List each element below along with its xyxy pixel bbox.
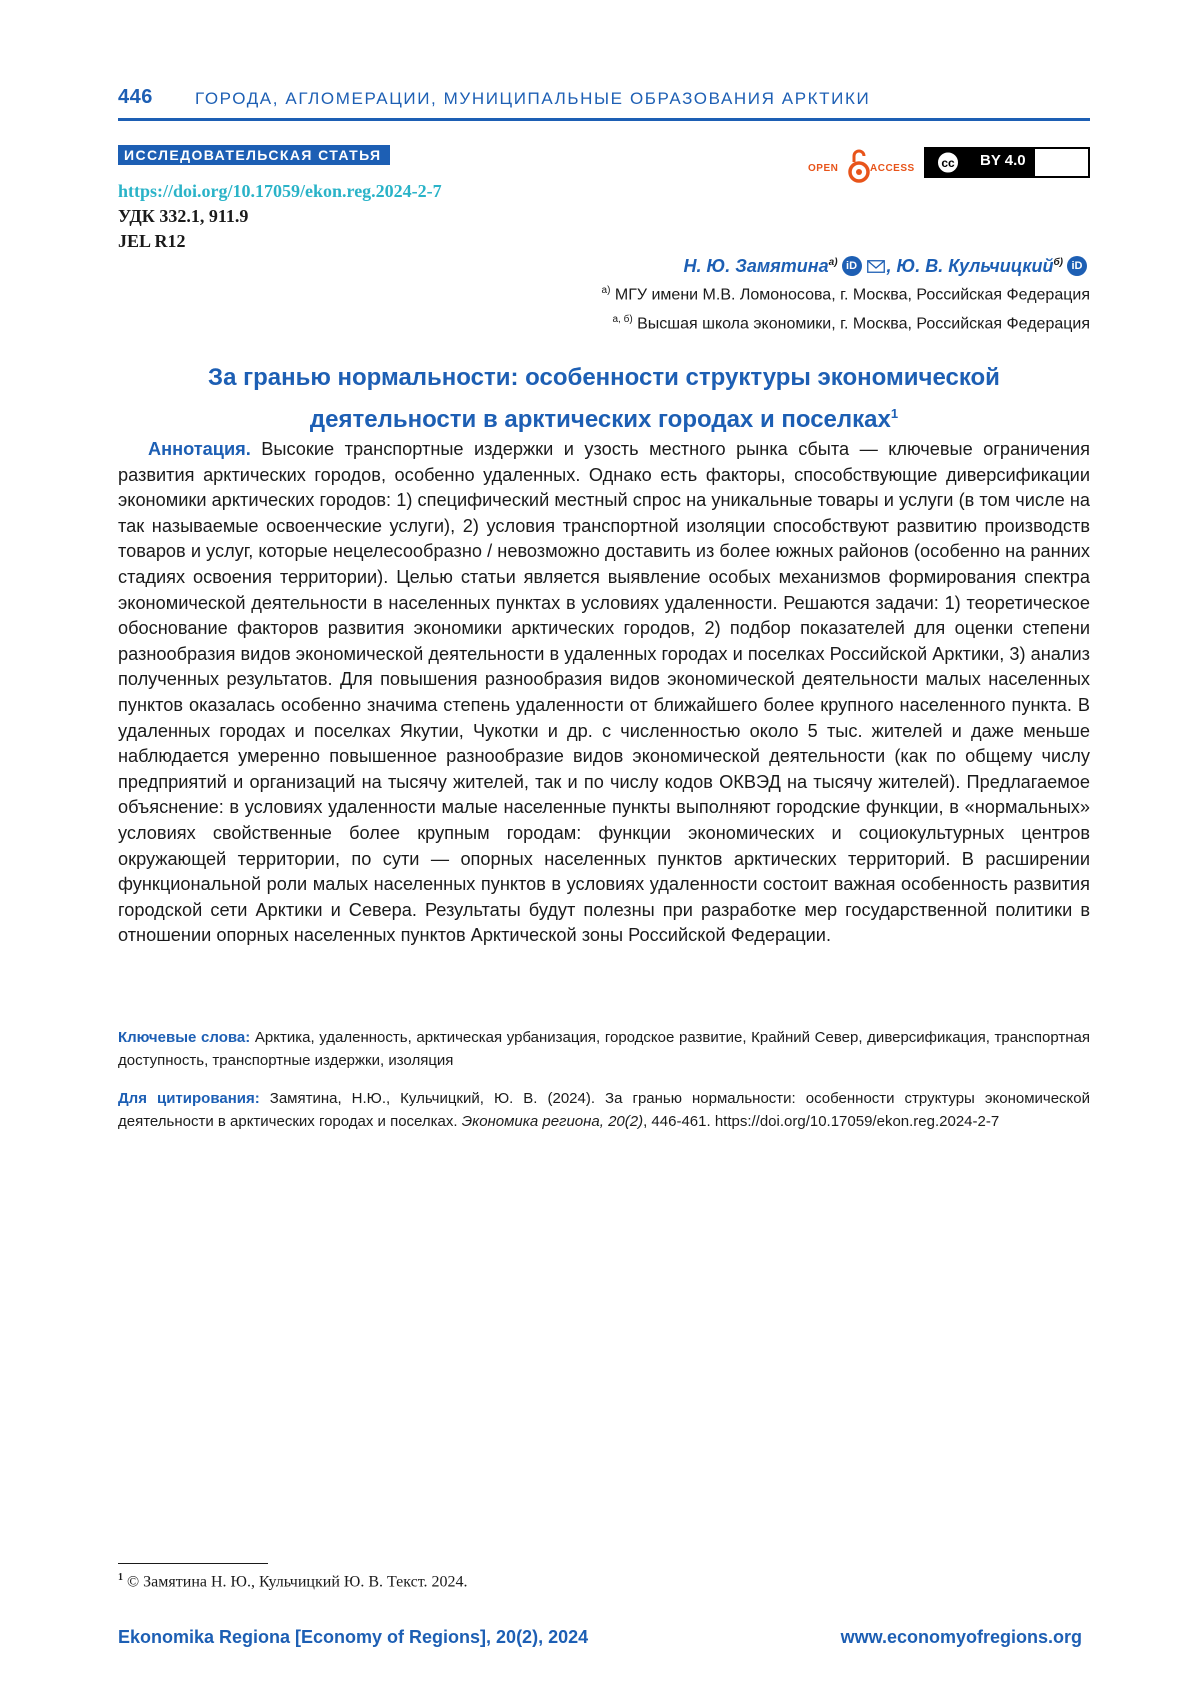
keywords-label: Ключевые слова:: [118, 1029, 250, 1046]
cc-icon: [926, 149, 970, 176]
abstract-label: Аннотация.: [148, 439, 251, 459]
title-line: [118, 396, 1090, 438]
open-access-access-text: ACCESS: [870, 163, 915, 174]
header-rule: [118, 118, 1090, 121]
open-access-open-text: OPEN: [808, 163, 838, 174]
citation-text: Замятина, Н.Ю., Кульчицкий, Ю. В. (2024). За гранью нормальности: особенности структуры экономической деятельности в арктических городах и поселках.: [118, 1090, 1090, 1130]
affiliation: [612, 314, 1090, 333]
open-access-logo: [808, 148, 920, 186]
abstract-text: Высокие транспортные издержки и узость местного рынка сбыта — ключевые ограничения развития арктических городов, особенно удаленных. Однако есть факторы, способствующие диверсификации экономики арктических городов: 1) специфический местный спрос на уникальные товары и услуги (в том числе на так называемые освоенческие услуги), 2) условия транспортной изоляции способствуют развитию производств товаров и услуг, которые нецелесообразно / невозможно доставить из более южных районов (особенно на ранних стадиях освоения территории). Целью статьи является выявление особых механизмов формирования спектра экономической деятельности в населенных пунктах в условиях удаленности. Решаются задачи: 1) теоретическое обоснование факторов развития экономики арктических городов, 2) подбор показателей для оценки степени разнообразия видов экономической деятельности в удаленных городах и поселках Российской Арктики, 3) анализ полученных результатов. Для повышения разнообразия видов экономической деятельности малых населенных пунктов оказалась особенно значима степень удаленности от ближайшего более крупного населенного пункта. В удаленных городах и поселках Якутии, Чукотки и др. с численностью около 5 тыс. жителей и даже меньше наблюдается умеренно повышенное разнообразие видов экономической деятельности (как по общему числу предприятий и организаций на тысячу жителей, так и по числу кодов ОКВЭД на тысячу жителей). Предлагаемое объяснение: в условиях удаленности малые населенные пункты выполняют городские функции, в «нормальных» условиях свойственные более крупным городам: функции экономических и социокультурных центров окружающей территории, по сути — опорных населенных пунктов арктических территорий. В расширении функциональной роли малых населенных пунктов в условиях удаленности состоит важная особенность развития городской сети Арктики и Севера. Результаты будут полезны при разработке мер государственной политики в отношении опорных населенных пунктов Арктической зоны Российской Федерации.: [118, 439, 1090, 945]
doi-link[interactable]: https://doi.org/10.17059/ekon.reg.2024-2-7: [118, 181, 442, 202]
citation-journal: Экономика региона, 20(2): [462, 1113, 643, 1130]
title-line-text: деятельности в арктических городах и поселках: [310, 406, 891, 433]
cc-logo-background: [926, 149, 970, 176]
title-footnote-mark[interactable]: 1: [891, 406, 898, 421]
page-number: 446: [118, 86, 153, 109]
keywords: [118, 1026, 1090, 1072]
citation-label: Для цитирования:: [118, 1090, 260, 1107]
jel-code: JEL R12: [118, 231, 186, 252]
footer-journal: Ekonomika Regiona [Economy of Regions], 20(2), 2024: [118, 1627, 588, 1648]
affiliation: [602, 285, 1090, 304]
abstract: [118, 437, 1090, 949]
author-affiliation-mark: а): [829, 257, 838, 268]
orcid-icon[interactable]: iD: [842, 256, 862, 276]
footnote-rule: [118, 1563, 268, 1564]
title-line: За гранью нормальности: особенности структуры экономической: [118, 360, 1090, 396]
citation-text-end: , 446-461. https://doi.org/10.17059/ekon.reg.2024-2-7: [643, 1113, 999, 1130]
affiliation-mark: а, б): [612, 314, 632, 325]
footnote: [118, 1572, 468, 1591]
affiliation-text: Высшая школа экономики, г. Москва, Российская Федерация: [633, 315, 1090, 332]
authors-line: [684, 256, 1091, 277]
footnote-text: © Замятина Н. Ю., Кульчицкий Ю. В. Текст. 2024.: [123, 1573, 468, 1590]
cc-by-license-badge[interactable]: [924, 147, 1090, 178]
email-icon[interactable]: [867, 260, 885, 273]
author-name[interactable]: Н. Ю. Замятина: [684, 256, 829, 276]
affiliation-text: МГУ имени М.В. Ломоносова, г. Москва, Российская Федерация: [610, 286, 1090, 303]
cc-license-label: BY 4.0: [980, 152, 1026, 169]
author-name[interactable]: , Ю. В. Кульчицкий: [887, 256, 1054, 276]
author-affiliation-mark: б): [1053, 257, 1063, 268]
open-access-lock-icon: [848, 148, 870, 184]
citation: [118, 1087, 1090, 1133]
keywords-text: Арктика, удаленность, арктическая урбанизация, городское развитие, Крайний Север, диверсификация, транспортная доступность, транспортные издержки, изоляция: [118, 1029, 1090, 1069]
article-type-badge: ИССЛЕДОВАТЕЛЬСКАЯ СТАТЬЯ: [118, 145, 390, 165]
cc-icon-text: cc: [941, 156, 955, 170]
footer-website-link[interactable]: www.economyofregions.org: [841, 1627, 1082, 1648]
affiliation-mark: а): [602, 285, 611, 296]
orcid-icon[interactable]: iD: [1067, 256, 1087, 276]
article-title: [118, 360, 1090, 438]
udc-code: УДК 332.1, 911.9: [118, 206, 248, 227]
footnote-mark: 1: [118, 1572, 123, 1583]
running-title: ГОРОДА, АГЛОМЕРАЦИИ, МУНИЦИПАЛЬНЫЕ ОБРАЗОВАНИЯ АРКТИКИ: [195, 89, 870, 109]
